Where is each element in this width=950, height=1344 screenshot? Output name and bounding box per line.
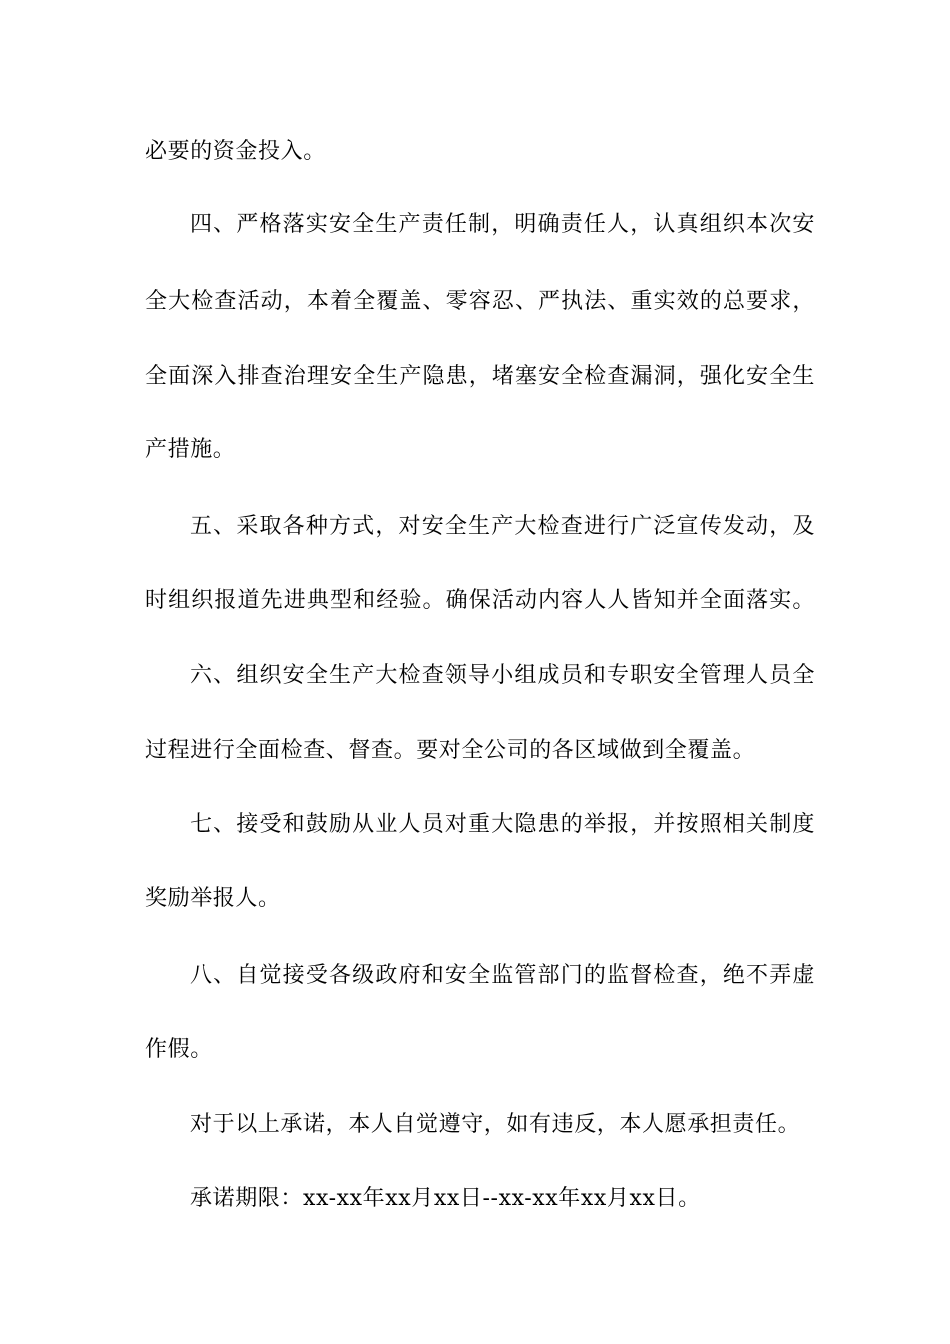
text-line: 奖励举报人。 <box>145 886 281 911</box>
text-line: 必要的资金投入。 <box>145 139 326 164</box>
text-line: 七、接受和鼓励从业人员对重大隐患的举报，并按照相关制度 <box>190 812 815 837</box>
text-line: 六、组织安全生产大检查领导小组成员和专职安全管理人员全 <box>190 663 815 688</box>
text-line: 对于以上承诺，本人自觉遵守，如有违反，本人愿承担责任。 <box>190 1112 801 1137</box>
text-line: 四、严格落实安全生产责任制，明确责任人，认真组织本次安 <box>190 212 815 237</box>
text-line: 五、采取各种方式，对安全生产大检查进行广泛宣传发动，及 <box>190 514 815 539</box>
text-line: 八、自觉接受各级政府和安全监管部门的监督检查，绝不弄虚 <box>190 963 815 988</box>
text-line: 产措施。 <box>145 437 236 462</box>
promise-period: 承诺期限：xx-xx年xx月xx日--xx-xx年xx月xx日。 <box>190 1186 701 1211</box>
text-line: 过程进行全面检查、督查。要对全公司的各区域做到全覆盖。 <box>145 738 756 763</box>
text-line: 全面深入排查治理安全生产隐患，堵塞安全检查漏洞，强化安全生 <box>145 364 815 389</box>
text-line: 时组织报道先进典型和经验。确保活动内容人人皆知并全面落实。 <box>145 588 815 613</box>
text-line: 作假。 <box>145 1037 213 1062</box>
text-line: 全大检查活动，本着全覆盖、零容忍、严执法、重实效的总要求， <box>145 289 815 314</box>
